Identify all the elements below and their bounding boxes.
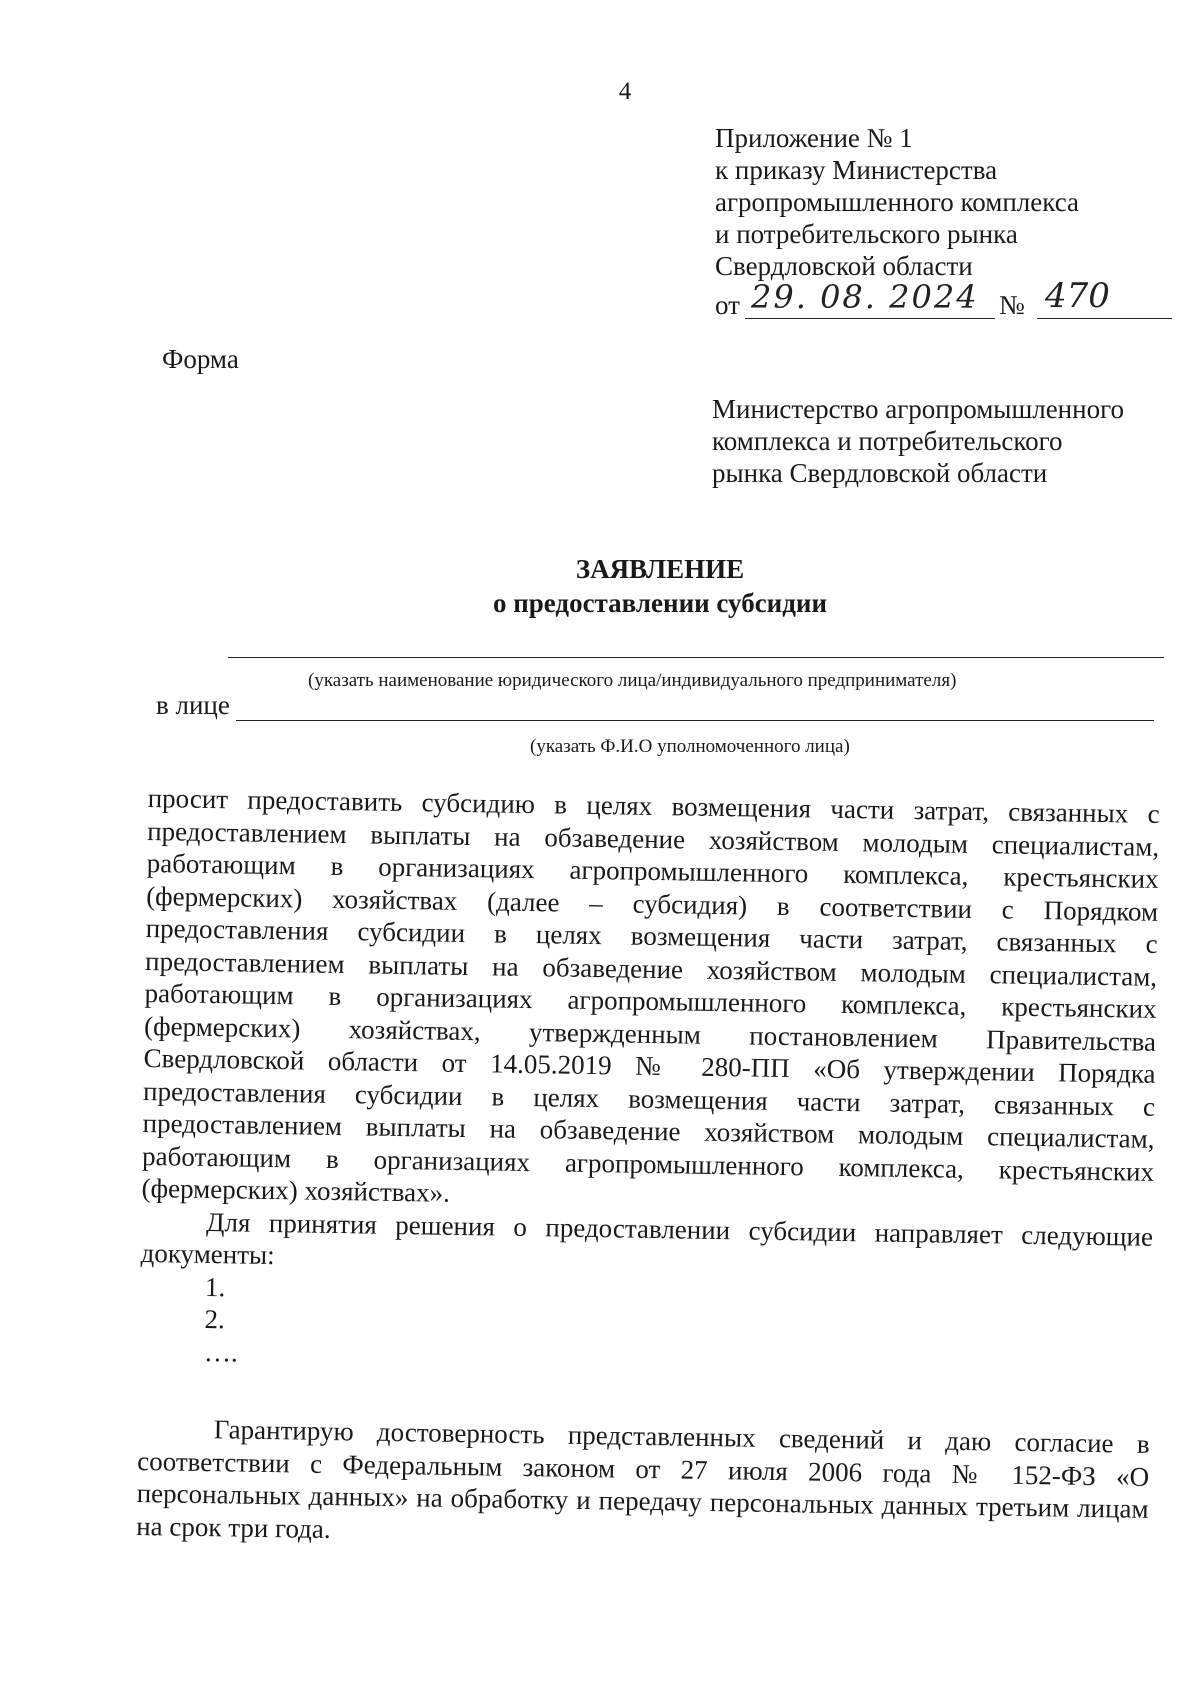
document-title <box>0 552 1200 620</box>
handwritten-number: 470 <box>1045 276 1110 316</box>
representative-caption: (указать Ф.И.О уполномоченного лица) <box>530 736 850 757</box>
number-label: № <box>999 290 1025 320</box>
order-date-field <box>745 278 995 319</box>
request-paragraph: просит предоставить субсидию в целях возмещения части затрат, связанных с предоставлением выплаты на обзаведение хозяйством молодым специалистам, работающим в организациях агропромышленного комплекса, крестьянских (фермерских) хозяйствах (далее – субсидия) в соответствии с Порядком предоставления субсидии в целях возмещения части затрат, связанных с предоставлением выплаты на обзаведение хозяйством молодым специалистам, работающим в организациях агропромышленного комплекса, крестьянских (фермерских) хозяйствах, утвержденным постановлением Правительства Свердловской области от 14.05.2019 № 280-ПП «Об утверждении Порядка предоставления субсидии в целях возмещения части затрат, связанных с предоставлением выплаты на обзаведение хозяйством молодым специалистам, работающим в организациях агропромышленного комплекса, крестьянских (фермерских) хозяйствах». <box>141 782 1160 1208</box>
consent-paragraph: Гарантирую достоверность представленных сведений и даю согласие в соответствии с Федеральным законом от 27 июля 2006 года № 152-ФЗ «О персональных данных» на обработку и передачу персональных данных третьим лицам на срок три года. <box>135 1414 1150 1544</box>
documents-list <box>139 1269 1152 1382</box>
page-number: 4 <box>618 78 632 105</box>
title-main: ЗАЯВЛЕНИЕ <box>575 554 745 584</box>
documents-intro: Для принятия решения о предоставлении субсидии направляет следующие документы: <box>140 1206 1154 1271</box>
appendix-header <box>715 122 1175 282</box>
list-item: 2. <box>204 1303 226 1335</box>
date-label: от <box>715 290 740 320</box>
order-number-field <box>1037 276 1172 319</box>
handwritten-date: 29. 08. 2024 <box>751 278 979 316</box>
representative-name-field[interactable] <box>236 718 1154 721</box>
list-item: 1. <box>204 1271 226 1302</box>
entity-name-caption: (указать наименование юридического лица/индивидуального предпринимателя) <box>308 670 957 691</box>
list-item: …. <box>203 1336 239 1367</box>
addressee-block <box>712 393 1172 489</box>
appendix-line: Приложение № 1 <box>715 123 913 153</box>
title-subtitle: о предоставлении субсидии <box>492 588 828 618</box>
addressee-line: комплекса и потребительского <box>712 426 1063 456</box>
representative-label: в лице <box>156 690 230 720</box>
addressee-line: рынка Свердловской области <box>712 458 1048 488</box>
order-date-number-row <box>715 276 1175 326</box>
appendix-line: к приказу Министерства <box>715 155 998 185</box>
appendix-line: агропромышленного комплекса <box>715 187 1079 217</box>
appendix-line: Свердловской области <box>715 251 973 281</box>
addressee-line: Министерство агропромышленного <box>712 394 1124 424</box>
application-body <box>139 782 1160 1383</box>
form-label: Форма <box>162 344 239 374</box>
entity-name-field[interactable] <box>228 655 1164 658</box>
appendix-line: и потребительского рынка <box>715 219 1018 249</box>
